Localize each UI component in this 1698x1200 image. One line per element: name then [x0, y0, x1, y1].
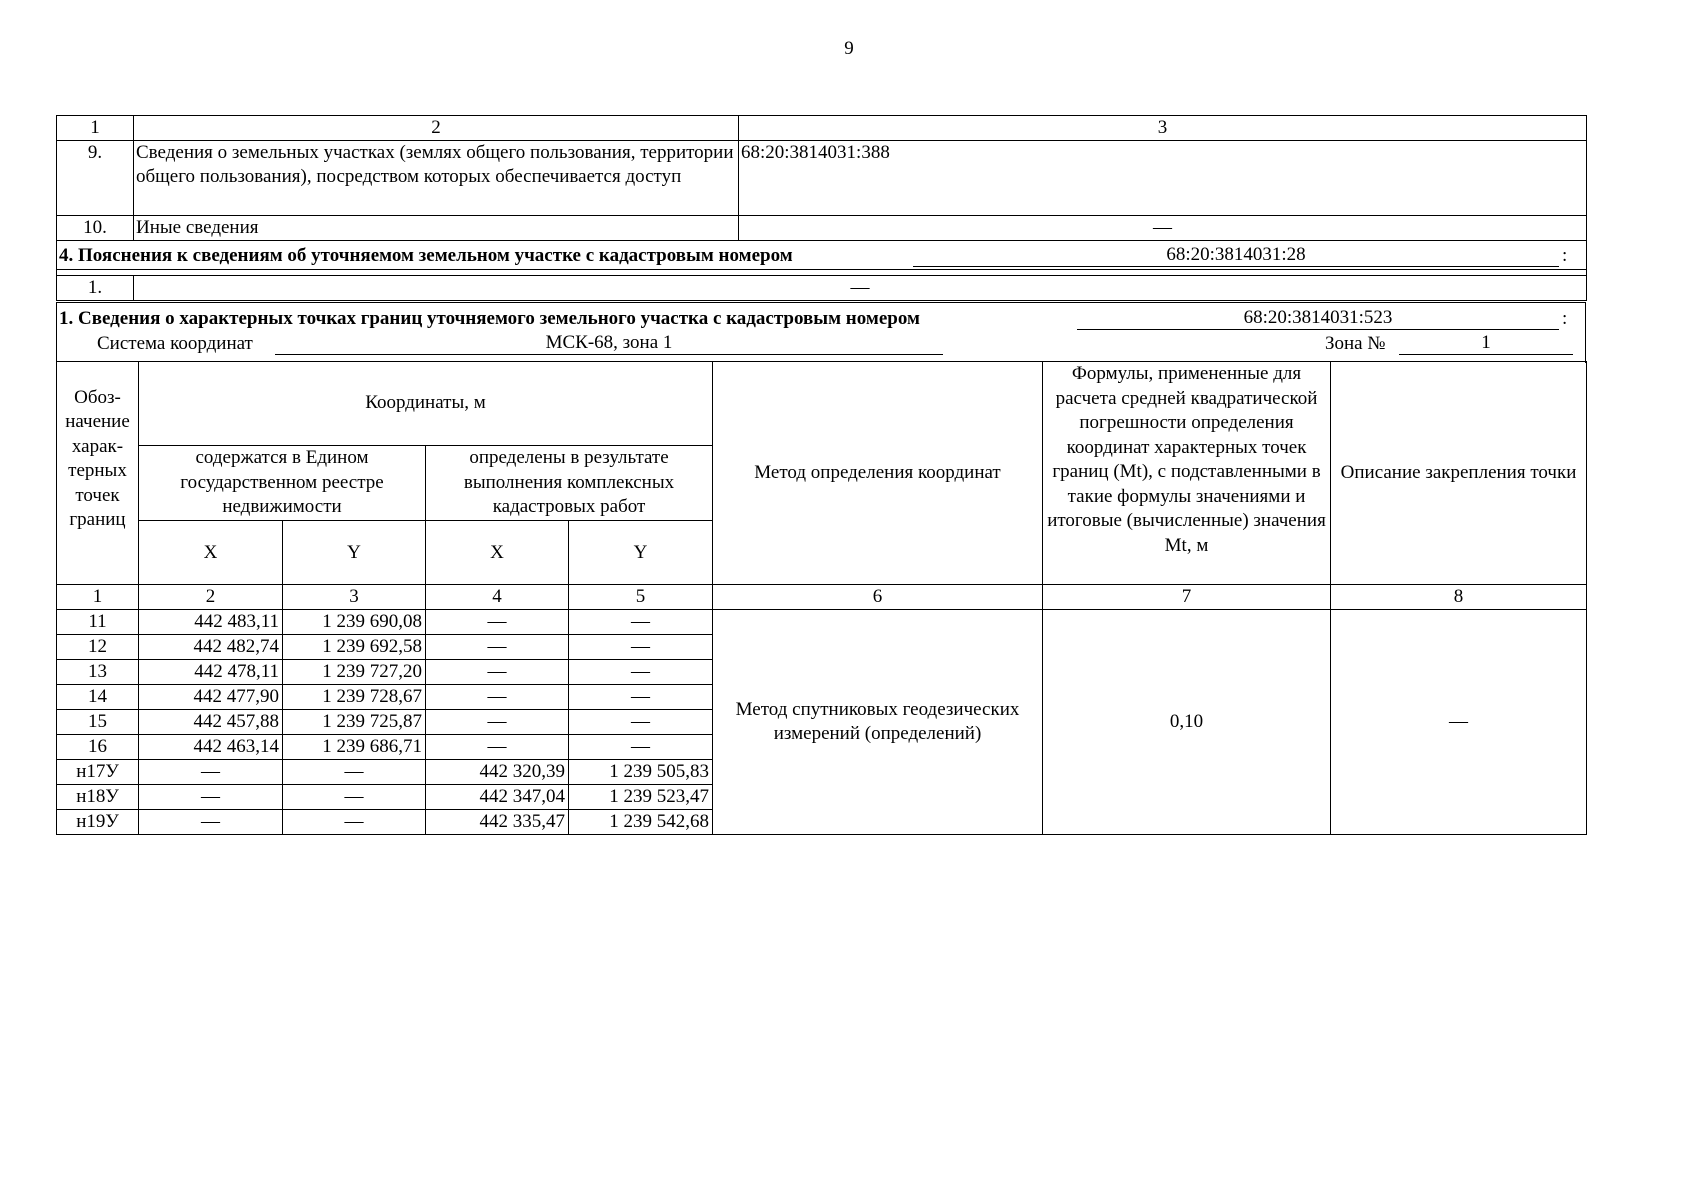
point-y-complex: — [569, 610, 713, 635]
mt-value-cell: 0,10 [1043, 610, 1331, 835]
col-num: 3 [739, 116, 1587, 141]
row-number: 1. [57, 276, 134, 301]
point-x-egrn: 442 482,74 [139, 635, 283, 660]
boundary-points-table [56, 361, 1587, 835]
section4-title: 4. Пояснения к сведениям об уточняемом земельном участке с кадастровым номером [59, 245, 793, 266]
point-x-complex: — [426, 660, 569, 685]
point-x-egrn: — [139, 810, 283, 835]
row-value: — [739, 216, 1587, 241]
point-y-complex: — [569, 735, 713, 760]
col-num: 2 [139, 585, 283, 610]
table-row [57, 610, 1587, 635]
header-x: X [426, 521, 569, 585]
point-x-complex: 442 320,39 [426, 760, 569, 785]
point-y-egrn: 1 239 725,87 [283, 710, 426, 735]
point-y-egrn: 1 239 686,71 [283, 735, 426, 760]
header-designation: Обоз-начение харак-терных точек границ [57, 362, 139, 585]
table-row [57, 216, 1587, 241]
point-x-complex: — [426, 610, 569, 635]
col-num: 8 [1331, 585, 1587, 610]
point-y-complex: — [569, 685, 713, 710]
section1-cadastral-number: 68:20:3814031:523 [1077, 307, 1559, 330]
header-y: Y [569, 521, 713, 585]
point-x-egrn: — [139, 785, 283, 810]
col-num: 4 [426, 585, 569, 610]
info-table [56, 115, 1587, 301]
row-number: 10. [57, 216, 134, 241]
col-num: 1 [57, 116, 134, 141]
row-label: Сведения о земельных участках (землях общего пользования, территории общего пользования), посредством которых обеспечивается доступ [134, 141, 739, 216]
table-row [57, 276, 1587, 301]
point-y-egrn: 1 239 690,08 [283, 610, 426, 635]
description-cell: — [1331, 610, 1587, 835]
header-coordinates: Координаты, м [139, 362, 713, 446]
point-id: 12 [57, 635, 139, 660]
point-y-egrn: 1 239 692,58 [283, 635, 426, 660]
method-cell: Метод спутниковых геодезических измерений (определений) [713, 610, 1043, 835]
point-x-egrn: 442 457,88 [139, 710, 283, 735]
point-y-egrn: — [283, 785, 426, 810]
point-x-complex: — [426, 635, 569, 660]
header-formula: Формулы, примененные для расчета средней квадратической погрешности определения координат характерных точек границ (Mt), с подставленными в такие формулы значениями и итоговые (вычисленные) значения Mt, м [1043, 362, 1331, 585]
point-y-complex: 1 239 505,83 [569, 760, 713, 785]
point-x-complex: 442 335,47 [426, 810, 569, 835]
row-value: — [134, 276, 1587, 301]
point-id: н19У [57, 810, 139, 835]
point-y-egrn: 1 239 727,20 [283, 660, 426, 685]
colon: : [1562, 245, 1568, 266]
point-y-complex: 1 239 542,68 [569, 810, 713, 835]
column-numbers-row [57, 585, 1587, 610]
point-id: 11 [57, 610, 139, 635]
point-x-complex: — [426, 685, 569, 710]
point-id: 16 [57, 735, 139, 760]
header-description: Описание закрепления точки [1331, 362, 1587, 585]
point-y-egrn: — [283, 810, 426, 835]
row-label: Иные сведения [134, 216, 739, 241]
point-y-egrn: 1 239 728,67 [283, 685, 426, 710]
point-y-complex: 1 239 523,47 [569, 785, 713, 810]
point-id: 14 [57, 685, 139, 710]
point-x-egrn: 442 483,11 [139, 610, 283, 635]
zone-value: 1 [1399, 332, 1573, 355]
point-x-complex: — [426, 710, 569, 735]
col-num: 5 [569, 585, 713, 610]
header-x: X [139, 521, 283, 585]
section4-cadastral-number: 68:20:3814031:28 [913, 244, 1559, 267]
header-row [57, 362, 1587, 446]
header-egrn: содержатся в Едином государственном реестре недвижимости [139, 446, 426, 521]
section4-title-row [57, 241, 1587, 270]
point-x-egrn: 442 463,14 [139, 735, 283, 760]
header-complex-works: определены в результате выполнения комплексных кадастровых работ [426, 446, 713, 521]
point-y-complex: — [569, 710, 713, 735]
col-num: 3 [283, 585, 426, 610]
point-x-egrn: 442 477,90 [139, 685, 283, 710]
point-y-egrn: — [283, 760, 426, 785]
row-value: 68:20:3814031:388 [739, 141, 1587, 216]
coord-system-value: МСК-68, зона 1 [275, 332, 943, 355]
point-id: н17У [57, 760, 139, 785]
header-method: Метод определения координат [713, 362, 1043, 585]
col-num: 7 [1043, 585, 1331, 610]
point-x-egrn: — [139, 760, 283, 785]
point-y-complex: — [569, 660, 713, 685]
point-id: 13 [57, 660, 139, 685]
point-x-complex: — [426, 735, 569, 760]
row-number: 9. [57, 141, 134, 216]
header-y: Y [283, 521, 426, 585]
point-y-complex: — [569, 635, 713, 660]
column-numbers-row [57, 116, 1587, 141]
colon: : [1562, 308, 1568, 329]
page-number: 9 [844, 38, 854, 59]
col-num: 2 [134, 116, 739, 141]
table-row [57, 141, 1587, 216]
section1-title: 1. Сведения о характерных точках границ уточняемого земельного участка с кадастровым номером [59, 308, 920, 329]
zone-label: Зона № [1325, 333, 1386, 354]
section1-header [56, 302, 1586, 363]
col-num: 6 [713, 585, 1043, 610]
col-num: 1 [57, 585, 139, 610]
point-x-complex: 442 347,04 [426, 785, 569, 810]
point-x-egrn: 442 478,11 [139, 660, 283, 685]
point-id: н18У [57, 785, 139, 810]
coord-system-label: Система координат [97, 333, 253, 354]
point-id: 15 [57, 710, 139, 735]
